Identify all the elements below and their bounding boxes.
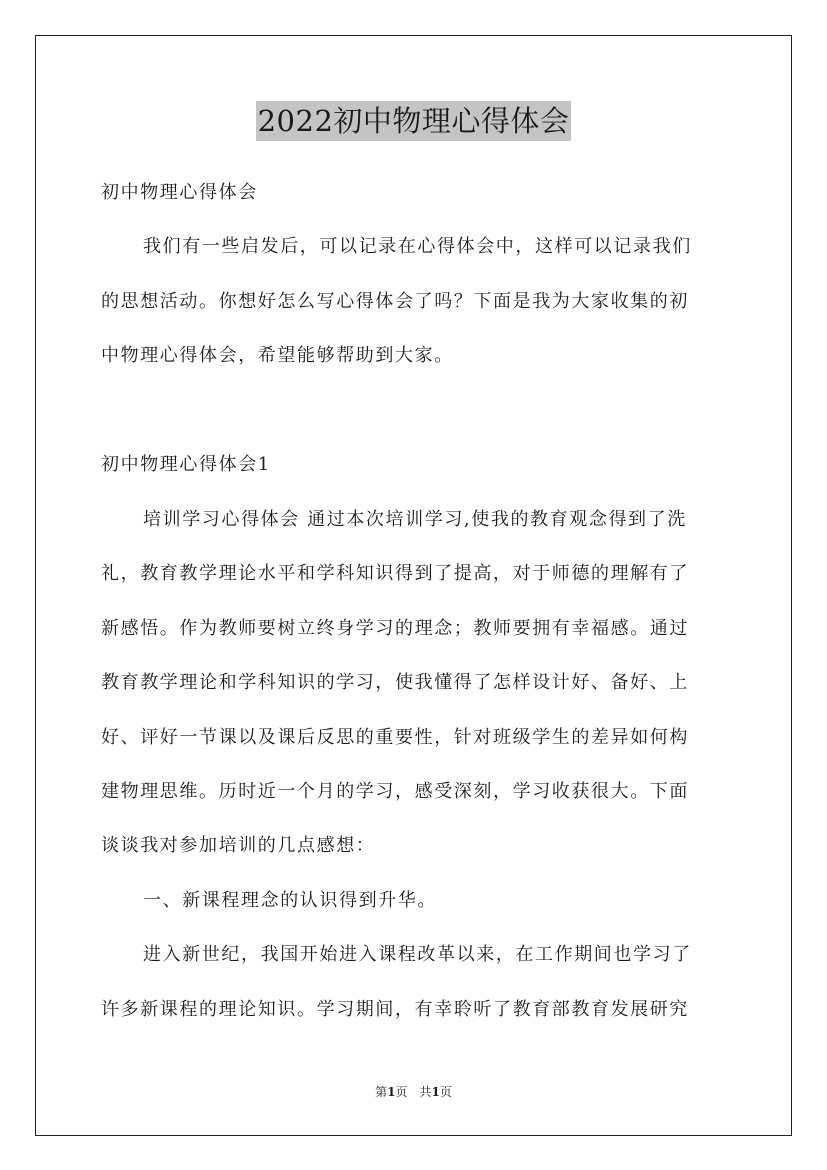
- document-subtitle: 初中物理心得体会: [101, 182, 258, 203]
- body-line: 好、评好一节课以及课后反思的重要性，针对班级学生的差异如何构: [101, 727, 689, 748]
- footer-page-mid: 页 共: [395, 1085, 432, 1099]
- point-heading: 一、新课程理念的认识得到升华。: [143, 890, 437, 911]
- body-line: 礼，教育教学理论水平和学科知识得到了提高，对于师德的理解有了: [101, 563, 689, 584]
- body-line: 教育教学理论和学科知识的学习，使我懂得了怎样设计好、备好、上: [101, 672, 689, 693]
- body-line: 谈谈我对参加培训的几点感想：: [101, 835, 376, 856]
- footer-page-suffix: 页: [439, 1085, 452, 1099]
- body-line: 新感悟。作为教师要树立终身学习的理念；教师要拥有幸福感。通过: [101, 618, 689, 639]
- point-line: 进入新世纪，我国开始进入课程改革以来，在工作期间也学习了: [143, 944, 692, 965]
- title-wrap: [0, 101, 827, 141]
- point-line: 许多新课程的理论知识。学习期间，有幸聆听了教育部教育发展研究: [101, 999, 689, 1020]
- footer-page-prefix: 第: [375, 1085, 388, 1099]
- body-line: 建物理思维。历时近一个月的学习，感受深刻，学习收获很大。下面: [101, 781, 689, 802]
- footer-page-current: 1: [387, 1085, 396, 1099]
- intro-line: 的思想活动。你想好怎么写心得体会了吗？下面是我为大家收集的初: [101, 291, 689, 312]
- footer-page-total: 1: [431, 1085, 440, 1099]
- intro-line: 中物理心得体会，希望能够帮助到大家。: [101, 345, 454, 366]
- page-footer: [0, 1083, 827, 1101]
- document-title: 2022初中物理心得体会: [256, 101, 572, 141]
- intro-line: 我们有一些启发后，可以记录在心得体会中，这样可以记录我们: [143, 236, 692, 257]
- section-heading: 初中物理心得体会1: [101, 454, 271, 475]
- body-line: 培训学习心得体会 通过本次培训学习,使我的教育观念得到了洗: [143, 509, 687, 530]
